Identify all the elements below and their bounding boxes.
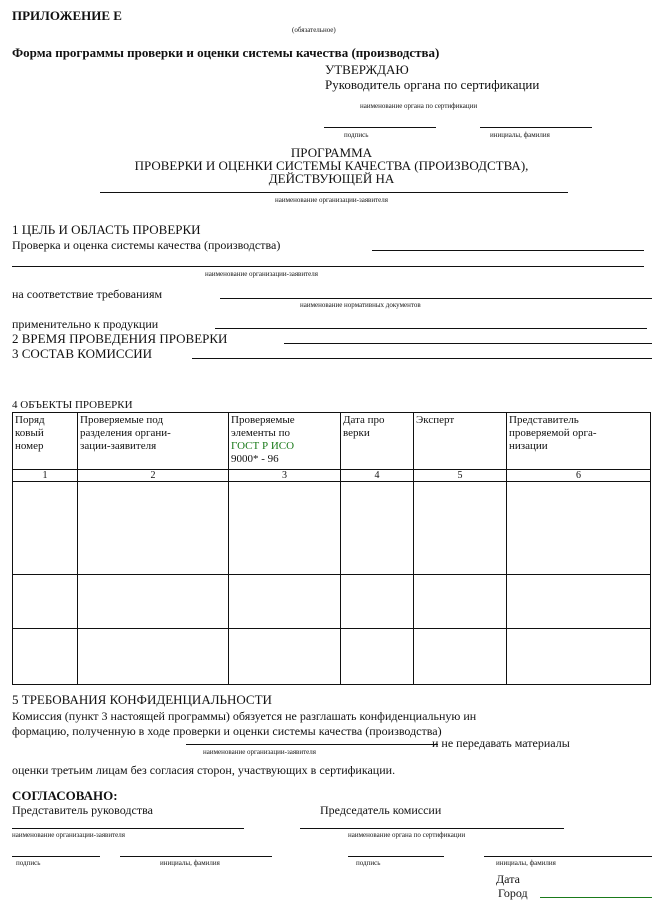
table-cell[interactable] [229, 629, 341, 685]
s5-line-3: и не передавать материалы [432, 736, 570, 750]
table-cell[interactable] [78, 482, 229, 575]
agreed-title: СОГЛАСОВАНО: [12, 788, 118, 803]
s1-req: на соответствие требованиям [12, 287, 163, 301]
agreed-left-role: Представитель руководства [12, 803, 153, 817]
s1-text: Проверка и оценка системы качества (производства) [12, 238, 281, 252]
table-cell[interactable] [229, 575, 341, 629]
name-line[interactable] [480, 127, 592, 128]
table-cell[interactable] [341, 575, 414, 629]
org-line[interactable] [100, 192, 568, 193]
s3-field[interactable] [192, 358, 652, 359]
s2-field[interactable] [284, 343, 652, 344]
agreed-left-caption: наименование организации-заявителя [12, 831, 125, 839]
s1-caption-1: наименование организации-заявителя [205, 270, 318, 278]
s1-prod: применительно к продукции [12, 317, 159, 331]
table-cell[interactable] [507, 629, 651, 685]
s5-title: 5 ТРЕБОВАНИЯ КОНФИДЕНЦИАЛЬНОСТИ [12, 692, 272, 707]
s3-title: 3 СОСТАВ КОМИССИИ [12, 346, 153, 361]
agreed-right-org-field[interactable] [300, 828, 564, 829]
agreed-left-org-field[interactable] [12, 828, 244, 829]
right-sign-caption: подпись [356, 859, 381, 867]
table-cell[interactable] [13, 575, 78, 629]
approve-role: Руководитель органа по сертификации [325, 77, 540, 92]
col-number-6: 6 [507, 470, 651, 482]
table-cell[interactable] [78, 575, 229, 629]
sign-line[interactable] [324, 127, 436, 128]
approve-head: УТВЕРЖДАЮ [325, 62, 409, 77]
s5-line-1: Комиссия (пункт 3 настоящей программы) обязуется не разглашать конфиденциальную ин [12, 709, 477, 723]
header-units: Проверяемые под разделения органи- зации-заявителя [78, 413, 229, 470]
col-number-3: 3 [229, 470, 341, 482]
s1-field-2[interactable] [12, 266, 644, 267]
table-cell[interactable] [414, 629, 507, 685]
date-label: Дата [496, 872, 520, 886]
table-row[interactable] [13, 482, 651, 575]
col-number-1: 1 [13, 470, 78, 482]
table-row[interactable] [13, 575, 651, 629]
table-cell[interactable] [229, 482, 341, 575]
city-field[interactable] [540, 897, 652, 898]
agreed-right-role: Председатель комиссии [320, 803, 442, 817]
table-cell[interactable] [13, 482, 78, 575]
right-sign-field[interactable] [348, 856, 444, 857]
left-sign-caption: подпись [16, 859, 41, 867]
city-label: Город [498, 886, 528, 900]
table-number-row [13, 470, 651, 482]
header-date: Дата про верки [341, 413, 414, 470]
table-cell[interactable] [414, 482, 507, 575]
header-representative: Представитель проверяемой орга- низации [507, 413, 651, 470]
s4-title: 4 ОБЪЕКТЫ ПРОВЕРКИ [12, 399, 133, 411]
program-title-2: ПРОВЕРКИ И ОЦЕНКИ СИСТЕМЫ КАЧЕСТВА (ПРОИЗВОДСТВА), [134, 158, 529, 173]
program-title-1: ПРОГРАММА [290, 145, 373, 160]
program-title-3: ДЕЙСТВУЮЩЕЙ НА [268, 171, 395, 186]
table-cell[interactable] [341, 629, 414, 685]
s1-field-1[interactable] [372, 250, 644, 251]
s5-org-field[interactable] [186, 744, 438, 745]
s1-prod-field[interactable] [215, 328, 647, 329]
s1-caption-2: наименование нормативных документов [300, 301, 421, 309]
form-title: Форма программы проверки и оценки системы качества (производства) [12, 45, 440, 60]
table-cell[interactable] [507, 482, 651, 575]
approve-sign-caption: подпись [344, 131, 369, 139]
table-cell[interactable] [341, 482, 414, 575]
left-sign-field[interactable] [12, 856, 100, 857]
left-name-caption: инициалы, фамилия [160, 859, 220, 867]
left-name-field[interactable] [120, 856, 272, 857]
s2-title: 2 ВРЕМЯ ПРОВЕДЕНИЯ ПРОВЕРКИ [12, 331, 228, 346]
table-row[interactable] [13, 629, 651, 685]
table-cell[interactable] [414, 575, 507, 629]
table-cell[interactable] [507, 575, 651, 629]
right-name-field[interactable] [484, 856, 652, 857]
header-expert: Эксперт [414, 413, 507, 470]
right-name-caption: инициалы, фамилия [496, 859, 556, 867]
appendix-title: ПРИЛОЖЕНИЕ Е [12, 8, 122, 23]
s1-req-field[interactable] [220, 298, 652, 299]
s5-caption: наименование организации-заявителя [203, 748, 316, 756]
approve-org-caption: наименование органа по сертификации [360, 102, 478, 110]
s5-line-2: формацию, полученную в ходе проверки и оценки системы качества (производства) [12, 724, 442, 738]
col-number-2: 2 [78, 470, 229, 482]
header-order-number: Поряд ковый номер [13, 413, 78, 470]
mandatory-note: (обязательное) [292, 26, 336, 34]
col-number-4: 4 [341, 470, 414, 482]
table-header-row [13, 413, 651, 470]
table-cell[interactable] [78, 629, 229, 685]
table-cell[interactable] [13, 629, 78, 685]
objects-table [12, 412, 651, 685]
col-number-5: 5 [414, 470, 507, 482]
s5-line-4: оценки третьим лицам без согласия сторон, участвующих в сертификации. [12, 763, 396, 777]
approve-name-caption: инициалы, фамилия [490, 131, 550, 139]
program-caption: наименование организации-заявителя [275, 196, 388, 204]
agreed-right-caption: наименование органа по сертификации [348, 831, 466, 839]
header-elements: Проверяемые элементы по ГОСТ Р ИСО 9000* - 96 [229, 413, 341, 470]
s1-title: 1 ЦЕЛЬ И ОБЛАСТЬ ПРОВЕРКИ [12, 222, 201, 237]
